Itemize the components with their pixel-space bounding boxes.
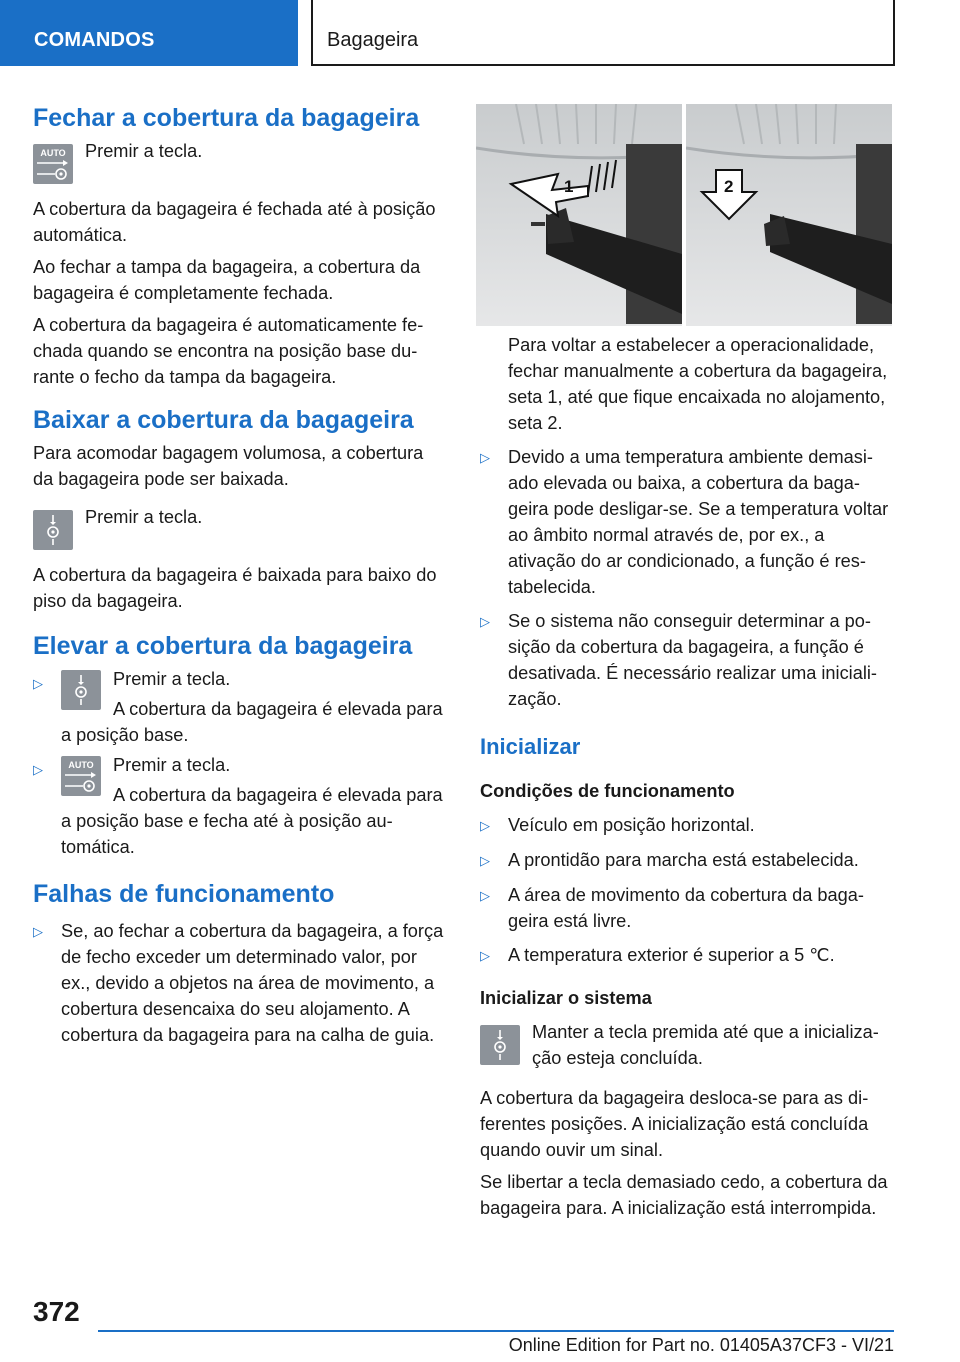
subheading-init-system: Inicializar o sistema [480,988,652,1008]
bullet-triangle-icon: ▷ [33,676,43,691]
subheading-conditions: Condições de funcionamento [480,781,735,801]
icon-row-close [33,141,447,184]
icon-instruction: Manter a tecla premida até que a inicialização esteja concluída. [532,1022,879,1068]
footer-edition: Online Edition for Part no. 01405A37CF3 - VI/21 [508,1335,894,1355]
icon-row-init [480,1022,894,1071]
icon-instruction: Premir a tecla. [85,507,203,527]
section-title-initialize: Inicializar [480,734,581,759]
list-item [480,812,894,839]
list-item [480,608,894,712]
list-item-text: Veículo em posição horizontal. [508,815,755,835]
list-item [480,444,894,600]
bullet-triangle-icon: ▷ [480,888,490,903]
list-item-text: A prontidão para marcha está estabelecida. [508,850,859,870]
list-item [480,847,894,874]
header-section: COMANDOS [0,0,298,66]
icon-instruction-block [101,756,230,778]
bullet-triangle-icon: ▷ [480,948,490,963]
section-title-raise: Elevar a cobertura da bagageira [33,632,413,660]
list-item-text: A área de movimento da cobertura da bagageira está livre. [508,885,864,931]
svg-text:2: 2 [724,177,734,196]
cover-position-button-icon [480,1025,520,1065]
auto-close-button-icon [61,756,101,796]
list-item [480,942,894,969]
paragraph: Ao fechar a tampa da bagageira, a cobertura da bagageira é completamente fechada. [33,257,421,303]
section-title-lower: Baixar a cobertura da bagageira [33,406,414,434]
auto-close-button-icon [33,144,73,184]
svg-text:AUTO: AUTO [68,760,94,770]
icon-instruction-block [101,670,230,692]
bullet-triangle-icon: ▷ [480,614,490,629]
footer-rule [98,1330,894,1332]
bullet-triangle-icon: ▷ [33,924,43,939]
paragraph: A cobertura da bagageira é fechada até à posição automática. [33,199,436,245]
svg-text:1: 1 [564,177,574,196]
paragraph: A cobertura da bagageira é automaticamente fechada quando se encontra na posição base durante o fecho da tampa da bagageira. [33,315,424,387]
bullet-triangle-icon: ▷ [480,818,490,833]
paragraph: A cobertura da bagageira desloca-se para as diferentes posições. A inicialização está concluída quando ouvir um sinal. [480,1088,869,1160]
right-column [480,100,894,1221]
list-item-text: A temperatura exterior é superior a 5 ℃. [508,945,835,965]
icon-row-lower [33,507,447,550]
paragraph: A cobertura da bagageira é baixada para baixo do piso da bagageira. [33,565,437,611]
paragraph: Para acomodar bagagem volumosa, a cobertura da bagageira pode ser baixada. [33,443,424,489]
svg-text:AUTO: AUTO [40,148,66,158]
bullet-triangle-icon: ▷ [33,762,43,777]
left-column [33,100,447,1048]
list-item [33,756,447,860]
list-item-text: Se o sistema não conseguir determinar a posição da cobertura da bagageira, a função é desativada. É necessário realizar uma inicialização. [508,611,877,709]
list-item-text: Se, ao fechar a cobertura da bagageira, a força de fecho exceder um determinado valor, por ex., devido a objetos na área de movimento, a cobertura desencaixa do seu alojamento. A cobertura da bagageira para na calha de guia. [61,921,444,1045]
list-item-text: Devido a uma temperatura ambiente demasiado elevada ou baixa, a cobertura da bagageira pode desligar-se. Se a temperatura voltar ao âmbito normal através de, por ex., a ativação do ar condicionado, a função é restabelecida. [508,447,889,597]
list-item [33,670,447,748]
cover-position-button-icon [33,510,73,550]
list-item [480,882,894,934]
cover-position-button-icon [61,670,101,710]
section-title-close: Fechar a cobertura da bagageira [33,104,420,132]
icon-instruction: Premir a tecla. [113,669,231,689]
bullet-triangle-icon: ▷ [480,450,490,465]
paragraph: Se libertar a tecla demasiado cedo, a cobertura da bagageira para. A inicialização está interrompida. [480,1172,888,1218]
list-item [33,918,447,1048]
bullet-triangle-icon: ▷ [480,853,490,868]
list-item-text: A cobertura da bagageira é elevada para a posição base e fecha até à posição automática. [61,785,443,857]
section-title-faults: Falhas de funcionamento [33,880,335,908]
page-number: 372 [33,1296,80,1327]
list-item-text: A cobertura da bagageira é elevada para a posição base. [61,699,443,745]
icon-instruction: Premir a tecla. [113,755,231,775]
header-chapter: Bagageira [311,0,895,66]
continued-text: Para voltar a estabelecer a operacionalidade, fechar manualmente a cobertura da bagageira, seta 1, até que fique encaixada no alojamento, seta 2. [508,335,888,433]
icon-instruction: Premir a tecla. [85,141,203,161]
